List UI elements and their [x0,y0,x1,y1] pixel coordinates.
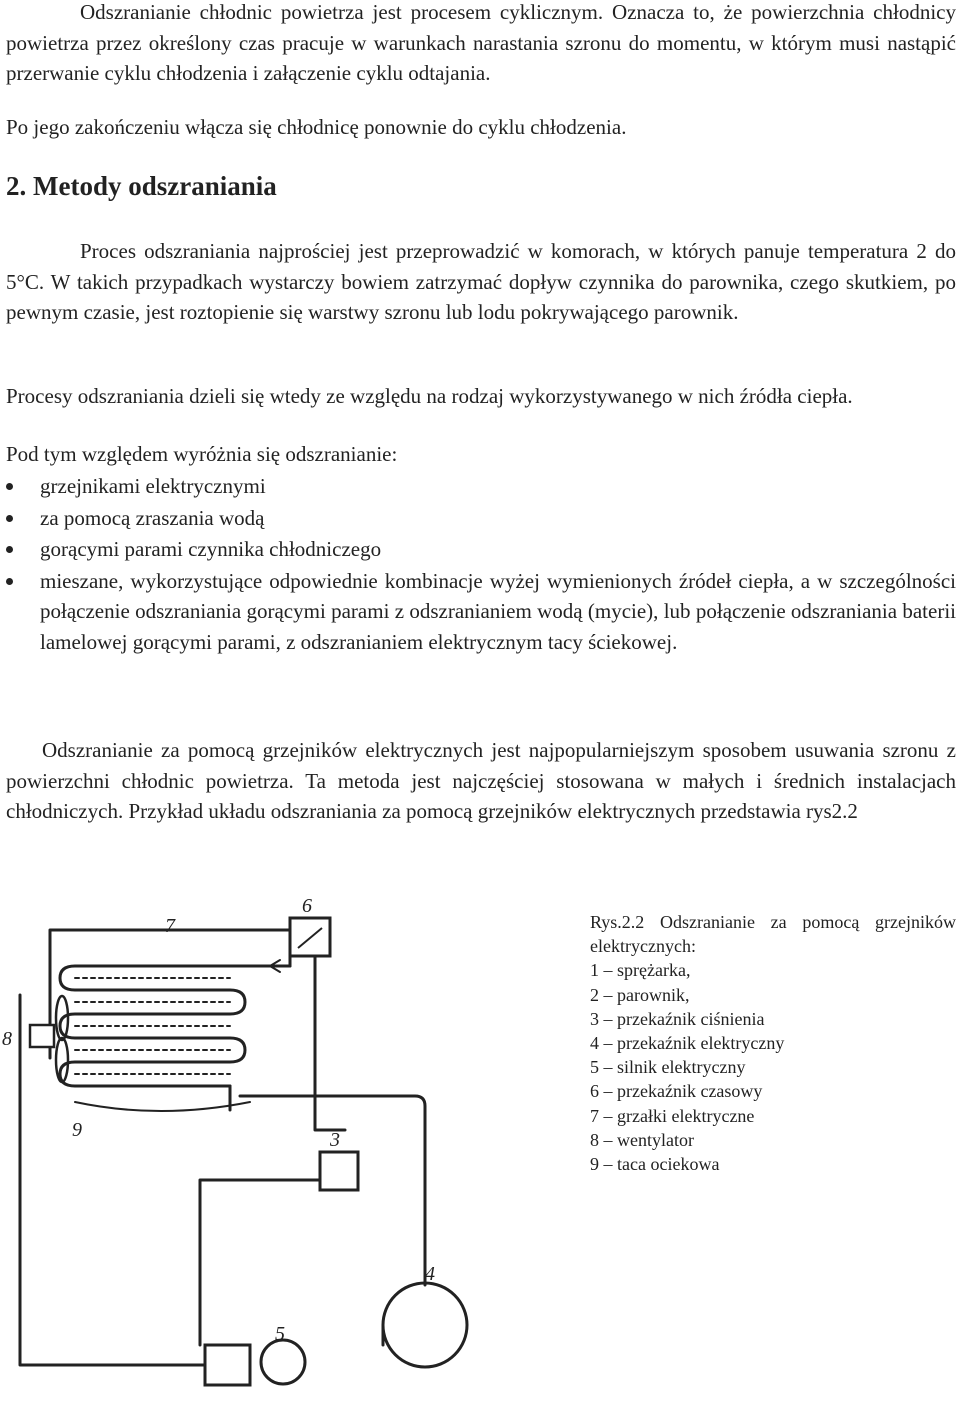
caption-item: 5 – silnik elektryczny [590,1057,746,1078]
section-heading: 2. Metody odszraniania [6,171,277,201]
caption-item: 1 – sprężarka, [590,960,691,981]
section-text-1: Proces odszraniania najprościej jest przeprowadzić w komorach, w których panuje temperatura 2 do 5°C. W takich przypadkach wystarczy bowiem zatrzymać dopływ czynnika do parownika, czego skutkiem, po pewnym czasie, jest roztopienie się warstwy szronu lub lodu pokrywającego parownik. [6,239,956,324]
caption-item: 6 – przekaźnik czasowy [590,1081,763,1102]
list-item: grzejnikami elektrycznymi [6,471,956,502]
defrost-diagram [0,890,580,1396]
caption-item: 4 – przekaźnik elektryczny [590,1033,785,1054]
caption-items [590,958,956,1176]
drip-tray [75,1102,250,1111]
bulb-4 [383,1283,467,1367]
list-item: mieszane, wykorzystujące odpowiednie kombinacje wyżej wymienionych źródeł ciepła, a w szczególności połączenie odszraniania gorącymi parami z odszranianiem wodą (mycie), lub połączenie odszraniania baterii lamelowej gorącymi parami, z odszranianiem elektrycznym tacy ściekowej. [6,566,956,658]
methods-list [6,471,956,657]
label-6: 6 [302,895,312,917]
caption-item: 8 – wentylator [590,1129,694,1150]
motor-5 [261,1340,305,1384]
caption-title: Rys.2.2 Odszranianie za pomocą grzejników elektrycznych: [590,912,956,957]
section-paragraph-1 [6,236,956,328]
label-9: 9 [72,1119,82,1141]
intro-paragraph-2: Po jego zakończeniu włącza się chłodnicę ponownie do cyklu chłodzenia. [6,115,627,139]
figure-caption [590,910,956,1176]
caption-item: 7 – grzałki elektryczne [590,1105,755,1126]
intro-paragraph [6,0,956,89]
label-4: 4 [425,1263,435,1285]
caption-item: 3 – przekaźnik ciśnienia [590,1008,765,1029]
label-8: 8 [2,1028,12,1050]
intro-text: Odszranianie chłodnic powietrza jest procesem cyklicznym. Oznacza to, że powierzchnia chłodnicy powietrza przez określony czas pracuje w warunkach narastania szronu do momentu, w którym musi nastąpić przerwanie cyklu chłodzenia i załączenie cyklu odtajania. [6,0,956,85]
label-3: 3 [330,1129,340,1151]
section-text-4: Odszranianie za pomocą grzejników elektrycznych jest najpopularniejszym sposobem usuwania szronu z powierzchni chłodnic powietrza. Ta metoda jest najczęściej stosowana w małych i średnich instalacjach chłodniczych. Przykład układu odszraniania za pomocą grzejników elektrycznych przedstawia rys2.2 [6,738,956,823]
compressor-1 [205,1345,250,1385]
caption-item: 2 – parownik, [590,984,690,1005]
pressure-switch-box [320,1152,358,1190]
diagram-svg [0,890,580,1396]
section-paragraph-4 [6,735,956,827]
list-item: gorącymi parami czynnika chłodniczego [6,534,956,565]
label-7: 7 [165,915,175,937]
section-paragraph-2: Procesy odszraniania dzieli się wtedy ze względu na rodzaj wykorzystywanego w nich źródła ciepła. [6,384,853,408]
caption-item: 9 – taca ociekowa [590,1154,720,1175]
heater-lines [75,978,230,1074]
list-item: za pomocą zraszania wodą [6,503,956,534]
label-5: 5 [275,1323,285,1345]
section-paragraph-3: Pod tym względem wyróżnia się odszranianie: [6,442,398,466]
